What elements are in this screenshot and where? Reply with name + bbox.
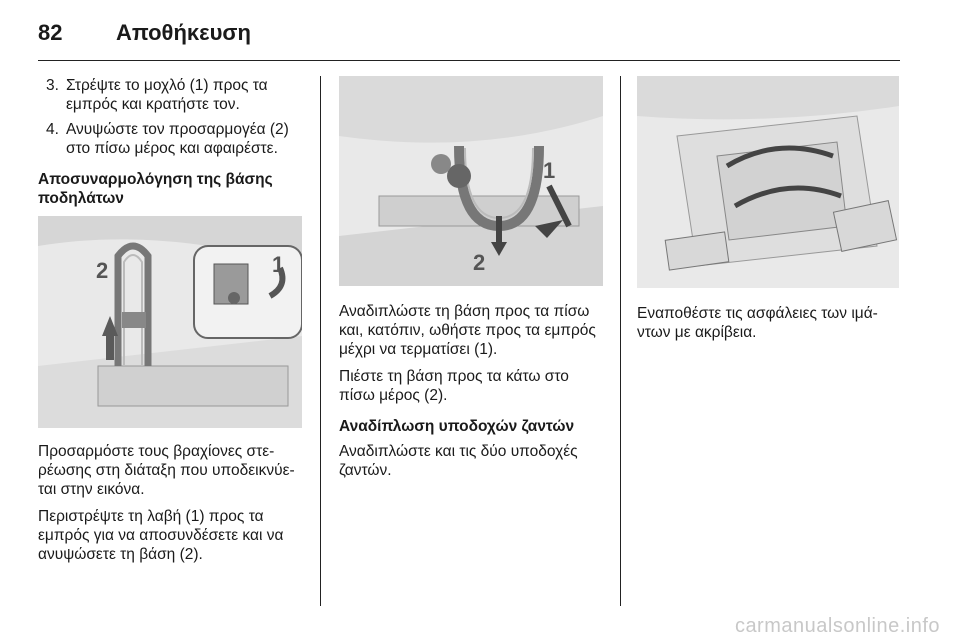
paragraph-adjust-arms: Προσαρμόστε τους βραχίονες στε-ρέωσης στη διάταξη που υποδεικνύε-ται στην εικόνα. (38, 443, 295, 498)
page-header (38, 18, 251, 48)
figure-callout-2: 2 (96, 258, 109, 283)
figure-bike-carrier-lever (38, 216, 302, 428)
header-rule (38, 60, 900, 61)
figure-callout-1: 1 (543, 158, 556, 183)
column-3 (637, 76, 903, 350)
paragraph-fold-back: Αναδιπλώστε τη βάση προς τα πίσω και, κατόπιν, ωθήστε προς τα εμπρός μέχρι να τερματίσει (1). (339, 303, 596, 358)
paragraph-press-down: Πιέστε τη βάση προς τα κάτω στο πίσω μέρος (2). (339, 368, 569, 404)
paragraph-fold-both-holders: Αναδιπλώστε και τις δύο υποδοχές ζαντών. (339, 443, 578, 479)
footer-watermark: carmanualsonline.info (734, 615, 940, 637)
step-number: 4. (46, 121, 59, 138)
subheading-disassembly: Αποσυναρμολόγηση της βάσης ποδηλάτων (38, 171, 273, 207)
figure-callout-1: 1 (272, 252, 285, 277)
figure-fold-base (339, 76, 603, 286)
figure-callout-2: 2 (473, 250, 486, 275)
step-item (38, 120, 306, 158)
column-divider-2 (620, 76, 621, 606)
step-text: Ανυψώστε τον προσαρμογέα (2) στο πίσω μέρος και αφαιρέστε. (66, 121, 289, 157)
subheading-fold-wheel-holders: Αναδίπλωση υποδοχών ζαντών (339, 418, 575, 435)
strap-locks-illustration (637, 76, 899, 288)
chapter-title: Αποθήκευση (116, 20, 251, 45)
paragraph-place-strap-locks: Εναποθέστε τις ασφάλειες των ιμά-ντων με ακρίβεια. (637, 305, 878, 341)
fold-base-illustration (339, 76, 603, 286)
column-2 (339, 76, 607, 488)
figure-strap-locks (637, 76, 899, 288)
step-item (38, 76, 306, 114)
step-text: Στρέψτε το μοχλό (1) προς τα εμπρός και κρατήστε τον. (66, 77, 268, 113)
paragraph-rotate-handle: Περιστρέψτε τη λαβή (1) προς τα εμπρός για να αποσυνδέσετε και να ανυψώσετε τη βάση (2). (38, 508, 284, 563)
bike-carrier-lever-illustration (38, 216, 302, 428)
column-divider-1 (320, 76, 321, 606)
steps-list (38, 76, 306, 158)
page-number: 82 (38, 20, 63, 45)
column-1 (38, 76, 306, 572)
step-number: 3. (46, 77, 59, 94)
